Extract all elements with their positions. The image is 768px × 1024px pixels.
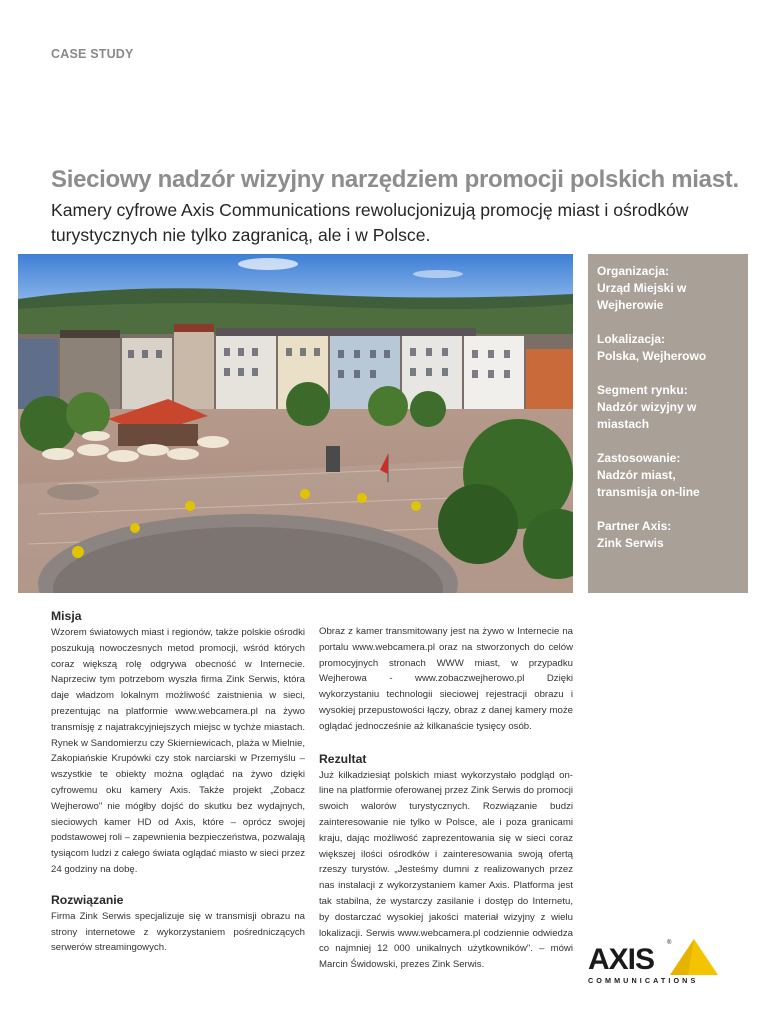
info-value: Nadzór miast, transmisja on-line [597,468,700,499]
info-value: Polska, Wejherowo [597,349,707,363]
info-label: Partner Axis: [597,519,672,533]
info-label: Organizacja: [597,264,670,278]
info-label: Segment rynku: [597,383,688,397]
section-heading-misja: Misja [51,609,82,623]
info-value: Urząd Miejski w Wejherowie [597,281,687,312]
case-study-kicker: CASE STUDY [51,47,134,61]
axis-logo [588,935,720,987]
logo-triangle-icon [670,939,718,975]
logo-wordmark: AXIS [588,943,655,976]
info-value: Zink Serwis [597,536,664,550]
section-heading-rezultat: Rezultat [319,751,367,766]
section-text-rozwiazanie: Firma Zink Serwis specjalizuje się w transmisji obrazu na strony internetowe z wykorzystaniem pośredniczących serwerów streamingowych. [51,910,305,954]
info-label: Lokalizacja: [597,332,666,346]
logo-tagline: COMMUNICATIONS [588,976,699,985]
section-text-rezultat: Już kilkadziesiąt polskich miast wykorzystało podgląd on-line na platformie oferowanej przez Zink Serwis do promocji swoich walorów turystycznych. Rozwiązanie budzi zainteresowanie nie tylko w Polsce, ale i poza granicami kraju, dając możliwość zaprezentowania się w sieci coraz większej ilości ośrodków i zainteresowania swoją ofertą rzeszy turystów. „Jesteśmy dumni z realizowanych przez nas instalacji z wykorzystaniem kamer Axis. Platforma jest tak stabilna, że wystarczy zasilanie i dostęp do Internetu, by dostarczać wysokiej jakości materiał wizyjny z wielu lokalizacji. Serwis www.webcamera.pl codziennie odwiedza co najmniej 12 000 unikalnych użytkowników". – mówi Marcin Świdowski, prezes Zink Serwis. [319,769,573,971]
case-info-sidebar [588,254,748,593]
info-organization [597,263,739,314]
section-heading-rozwiazanie: Rozwiązanie [51,892,124,907]
section-text-continued: Obraz z kamer transmitowany jest na żywo w Internecie na portalu www.webcamera.pl oraz na stworzonych do celów promocyjnych stronach WWW miast, w przypadku Wejherowa - www.zobaczwejherowo.pl Dzięki wykorzystaniu technologii sieciowej rejestracji obrazu i wysokiej przepustowości łączy, obraz z danej kamery może oglądać jednocześnie aż kilkanaście tysięcy osób. [319,626,573,732]
text-column-right [319,624,573,973]
info-market-segment [597,382,739,433]
text-column-left [51,608,305,956]
section-text-misja: Wzorem światowych miast i regionów, także polskie ośrodki poszukują nowoczesnych metod promocji, wśród których coraz większą rolę odgrywa obecność w Internecie. Naprzeciw tym potrzebom wyszła firma Zink Serwis, która daje władzom lokalnym możliwość zaistnienia w sieci, prezentując na platformie www.webcamera.pl na żywo transmisję z najatrakcyjniejszych miejsc w tychże miastach. Rynek w Sandomierzu czy Skierniewicach, plaża w Mielnie, Zakopiańskie Krupówki czy stok narciarski w Przemyślu –wszystkie te obiekty można oglądać na żywo dzięki cyfrowemu oku kamery Axis. Także projekt „Zobacz Wejherowo" nie mógłby dojść do skutku bez wydajnych, sieciowych kamer HD od Axis, które – oprócz swojej podstawowej roli – zapewnienia bezpieczeństwa, pozwalają tysiącom ludzi z całego świata oglądać miasto w sieci przez 24 godziny na dobę. [51,627,305,875]
info-value: Nadzór wizyjny w miastach [597,400,697,431]
info-location [597,331,739,365]
info-label: Zastosowanie: [597,451,681,465]
page-title: Sieciowy nadzór wizyjny narzędziem promocji polskich miast. [51,166,739,193]
page-subtitle: Kamery cyfrowe Axis Communications rewolucjonizują promocję miast i ośrodków turystycznych nie tylko zagranicą, ale i w Polsce. [51,200,689,245]
logo-registered-mark: ® [667,940,672,946]
info-partner [597,518,739,552]
town-square-photo [18,254,573,593]
info-application [597,450,739,501]
